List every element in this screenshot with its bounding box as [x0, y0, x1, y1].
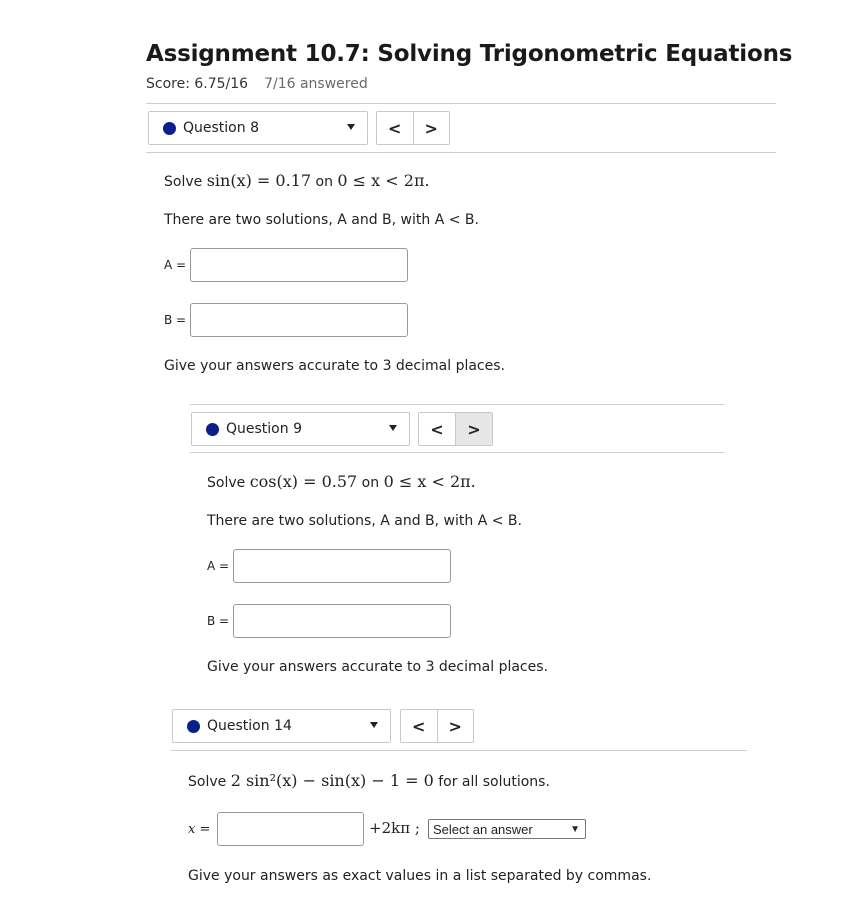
question-14-prompt — [188, 771, 550, 790]
answer-b-label: B = — [207, 614, 230, 628]
prev-question-button[interactable]: < — [401, 710, 437, 742]
status-dot-icon — [187, 720, 200, 733]
prompt-suffix: for all solutions. — [438, 774, 550, 790]
question-14-label: Question 14 — [207, 718, 292, 734]
question-14-note: Give your answers as exact values in a list separated by commas. — [188, 868, 652, 884]
status-dot-icon — [163, 122, 176, 135]
question-8-label: Question 8 — [183, 120, 259, 136]
solve-word: Solve — [207, 475, 246, 491]
domain: 0 ≤ x < 2π. — [383, 472, 476, 491]
divider — [190, 404, 724, 405]
divider — [190, 452, 724, 453]
answered-count: 7/16 answered — [264, 76, 368, 92]
plus-period-term: +2kπ ; — [369, 819, 420, 837]
equation: sin(x) = 0.17 — [206, 171, 312, 190]
answer-b-input[interactable] — [190, 303, 408, 337]
next-question-button[interactable]: > — [413, 112, 450, 144]
next-question-button[interactable]: > — [437, 710, 474, 742]
divider — [171, 750, 747, 751]
question-9-select[interactable] — [191, 412, 410, 446]
equation: cos(x) = 0.57 — [249, 472, 358, 491]
answer-a-input[interactable] — [190, 248, 408, 282]
prev-question-button[interactable]: < — [419, 413, 455, 445]
page-title: Assignment 10.7: Solving Trigonometric Equations — [146, 41, 793, 67]
prev-question-button[interactable]: < — [377, 112, 413, 144]
question-9-note: Give your answers accurate to 3 decimal places. — [207, 659, 548, 675]
equation: 2 sin²(x) − sin(x) − 1 = 0 — [230, 771, 434, 790]
question-8-prompt — [164, 171, 430, 190]
question-9-intro: There are two solutions, A and B, with A < B. — [207, 513, 522, 529]
score-text: Score: 6.75/16 — [146, 76, 249, 92]
domain: 0 ≤ x < 2π. — [337, 171, 430, 190]
answer-select-value: Select an answer — [433, 821, 533, 837]
question-9-nav — [418, 412, 493, 446]
answer-b-label: B = — [164, 313, 187, 327]
on-word: on — [361, 475, 380, 491]
answer-x-input[interactable] — [217, 812, 364, 846]
solve-word: Solve — [164, 174, 203, 190]
answer-b-input[interactable] — [233, 604, 451, 638]
caret-down-icon — [370, 722, 378, 728]
question-8-select[interactable] — [148, 111, 368, 145]
question-8-intro: There are two solutions, A and B, with A < B. — [164, 212, 479, 228]
question-9-label: Question 9 — [226, 421, 302, 437]
question-9-prompt — [207, 472, 476, 491]
score-line — [146, 76, 368, 92]
answer-x-label — [188, 822, 210, 837]
divider — [146, 103, 776, 104]
caret-down-icon — [347, 124, 355, 130]
question-14-nav — [400, 709, 474, 743]
x-label-text: x = — [188, 822, 211, 837]
answer-a-label: A = — [207, 559, 230, 573]
solve-word: Solve — [188, 774, 227, 790]
status-dot-icon — [206, 423, 219, 436]
chevron-down-icon: ▼ — [570, 824, 580, 835]
question-8-note: Give your answers accurate to 3 decimal places. — [164, 358, 505, 374]
caret-down-icon — [389, 425, 397, 431]
next-question-button[interactable]: > — [455, 413, 492, 445]
question-14-select[interactable] — [172, 709, 391, 743]
on-word: on — [315, 174, 333, 190]
question-8-nav — [376, 111, 450, 145]
answer-a-input[interactable] — [233, 549, 451, 583]
answer-a-label: A = — [164, 258, 187, 272]
divider — [146, 152, 776, 153]
answer-select[interactable] — [428, 819, 586, 839]
